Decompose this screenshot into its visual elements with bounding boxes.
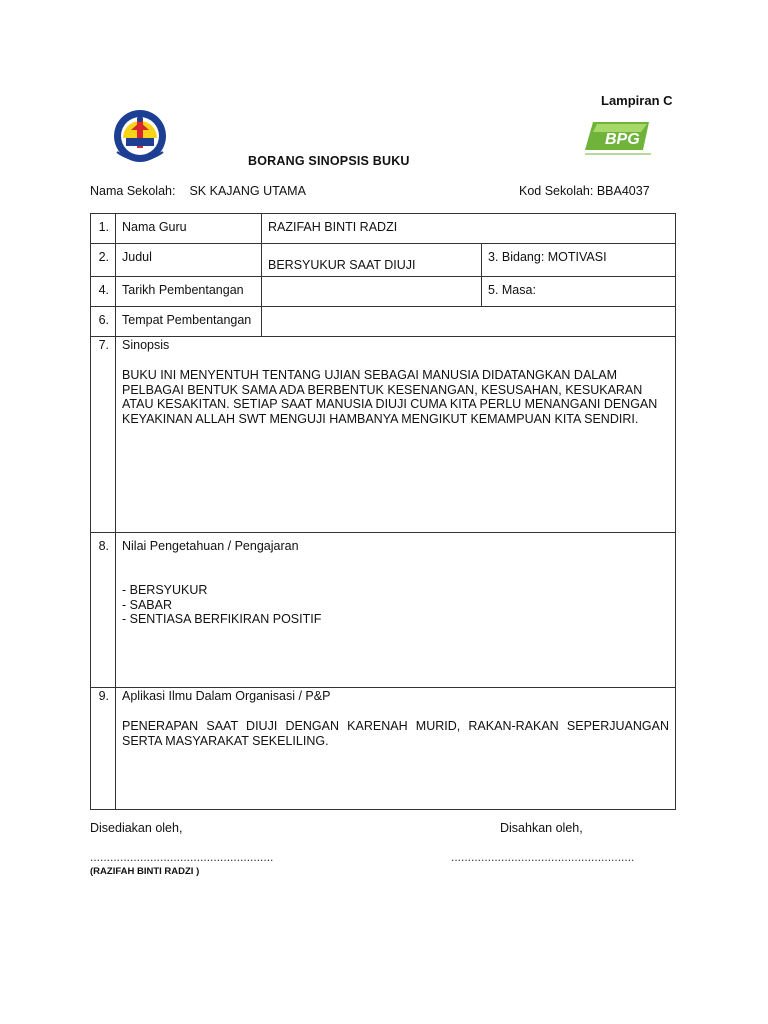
kod-sekolah: Kod Sekolah: BBA4037 <box>519 184 650 198</box>
preparer-name: (RAZIFAH BINTI RADZI ) <box>90 866 200 877</box>
nilai-cell[interactable] <box>116 533 676 688</box>
signature-line-right: ....................................................... <box>451 850 635 864</box>
row-judul <box>91 244 676 277</box>
approved-by-label: Disahkan oleh, <box>500 821 583 835</box>
field-label: Nilai Pengetahuan / Pengajaran <box>122 539 299 553</box>
field-label: Tarikh Pembentangan <box>116 277 262 307</box>
list-item: - BERSYUKUR <box>122 583 208 597</box>
kpm-emblem-logo <box>109 108 171 168</box>
row-number: 6. <box>91 307 116 337</box>
row-tempat <box>91 307 676 337</box>
masa-field[interactable]: 5. Masa: <box>482 277 676 307</box>
field-label: Sinopsis <box>122 338 170 352</box>
sinopsis-cell[interactable] <box>116 337 676 533</box>
field-label: Aplikasi Ilmu Dalam Organisasi / P&P <box>122 689 331 703</box>
sinopsis-text: BUKU INI MENYENTUH TENTANG UJIAN SEBAGAI MANUSIA DIDATANGKAN DALAM PELBAGAI BENTUK SAMA ADA BERBENTUK KESENANGAN, KESUSAHAN, KESUKARAN ATAU KESAKITAN. SETIAP SAAT MANUSIA DIUJI CUMA KITA PERLU MENANGANI DENGAN KEYAKINAN ALLAH SWT MENGUJI HAMBANYA MENGIKUT KEMAMPUAN KITA SENDIRI. <box>122 368 658 426</box>
form-title: BORANG SINOPSIS BUKU <box>248 154 410 168</box>
row-nilai <box>91 533 676 688</box>
field-label: Judul <box>116 244 262 277</box>
judul-value[interactable]: BERSYUKUR SAAT DIUJI <box>262 244 482 277</box>
row-nama-guru <box>91 214 676 244</box>
signature-line-left: ....................................................... <box>90 850 274 864</box>
row-aplikasi <box>91 688 676 810</box>
row-number: 8. <box>91 533 116 688</box>
row-number: 7. <box>91 337 116 533</box>
tarikh-value[interactable] <box>262 277 482 307</box>
row-sinopsis <box>91 337 676 533</box>
nilai-list <box>122 583 669 627</box>
row-number: 1. <box>91 214 116 244</box>
nama-guru-value[interactable]: RAZIFAH BINTI RADZI <box>262 214 676 244</box>
bidang-field[interactable]: 3. Bidang: MOTIVASI <box>482 244 676 277</box>
list-item: - SABAR <box>122 597 173 612</box>
nama-sekolah <box>90 184 306 198</box>
aplikasi-cell[interactable] <box>116 688 676 810</box>
lampiran-label: Lampiran C <box>601 93 673 108</box>
bpg-logo <box>583 118 655 158</box>
aplikasi-text: PENERAPAN SAAT DIUJI DENGAN KARENAH MURID, RAKAN-RAKAN SEPERJUANGAN SERTA MASYARAKAT SEKELILING. <box>122 719 669 748</box>
prepared-by-label: Disediakan oleh, <box>90 821 183 835</box>
tempat-value[interactable] <box>262 307 676 337</box>
row-tarikh <box>91 277 676 307</box>
field-label: Nama Guru <box>116 214 262 244</box>
row-number: 9. <box>91 688 116 810</box>
nama-sekolah-value: SK KAJANG UTAMA <box>189 184 306 198</box>
synopsis-form-table <box>90 213 676 810</box>
row-number: 2. <box>91 244 116 277</box>
list-item: - SENTIASA BERFIKIRAN POSITIF <box>122 612 322 626</box>
field-label: Tempat Pembentangan <box>116 307 262 337</box>
svg-text:BPG: BPG <box>605 131 640 148</box>
nama-sekolah-label: Nama Sekolah: <box>90 184 176 198</box>
row-number: 4. <box>91 277 116 307</box>
